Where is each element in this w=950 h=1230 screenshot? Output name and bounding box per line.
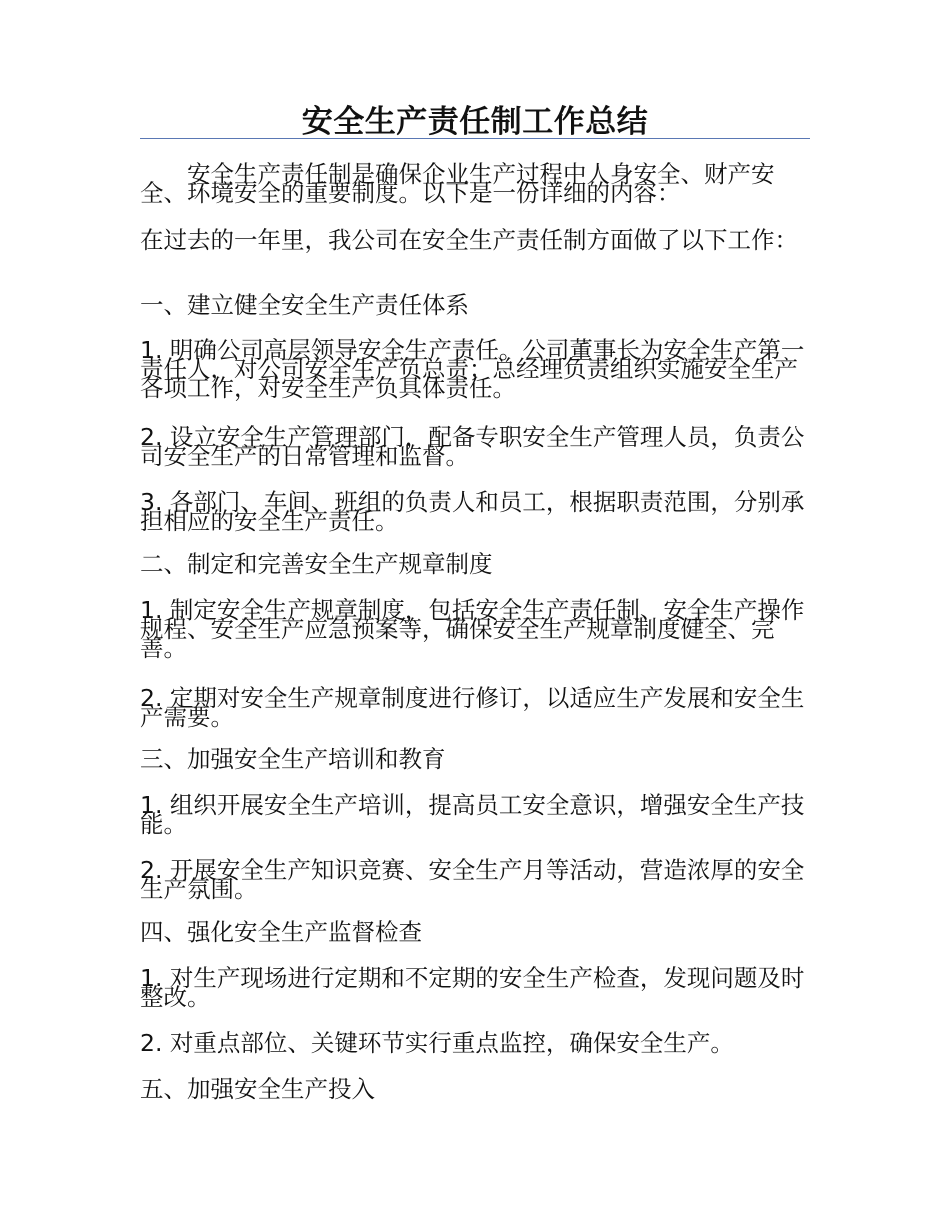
section-1-item-1: 1. 明确公司高层领导安全生产责任。公司董事长为安全生产第一责任人，对公司安全生产负总责；总经理负责组织实施安全生产各项工作，对安全生产负具体责任。 xyxy=(140,336,805,402)
section-heading-1: 一、建立健全安全生产责任体系 xyxy=(140,291,469,319)
section-4-item-1: 1. 对生产现场进行定期和不定期的安全生产检查，发现问题及时整改。 xyxy=(140,964,805,1011)
section-2-item-1: 1. 制定安全生产规章制度，包括安全生产责任制、安全生产操作规程、安全生产应急预案等，确保安全生产规章制度健全、完善。 xyxy=(140,596,805,662)
section-heading-2: 二、制定和完善安全生产规章制度 xyxy=(140,550,493,578)
section-1-item-3: 3. 各部门、车间、班组的负责人和员工，根据职责范围，分别承担相应的安全生产责任。 xyxy=(140,488,805,535)
summary-paragraph: 在过去的一年里，我公司在安全生产责任制方面做了以下工作： xyxy=(140,226,798,254)
section-heading-4: 四、强化安全生产监督检查 xyxy=(140,918,422,946)
section-4-item-2: 2. 对重点部位、关键环节实行重点监控，确保安全生产。 xyxy=(140,1029,734,1057)
section-1-item-2: 2. 设立安全生产管理部门，配备专职安全生产管理人员，负责公司安全生产的日常管理和监督。 xyxy=(140,423,805,470)
document-title: 安全生产责任制工作总结 xyxy=(301,104,649,140)
title-underline xyxy=(140,138,810,139)
section-heading-3: 三、加强安全生产培训和教育 xyxy=(140,745,446,773)
section-2-item-2: 2. 定期对安全生产规章制度进行修订，以适应生产发展和安全生产需要。 xyxy=(140,684,805,731)
section-3-item-1: 1. 组织开展安全生产培训，提高员工安全意识，增强安全生产技能。 xyxy=(140,791,805,838)
intro-paragraph: 安全生产责任制是确保企业生产过程中人身安全、财产安全、环境安全的重要制度。以下是一份详细的内容： xyxy=(140,160,775,207)
section-heading-5: 五、加强安全生产投入 xyxy=(140,1075,375,1103)
section-3-item-2: 2. 开展安全生产知识竞赛、安全生产月等活动，营造浓厚的安全生产氛围。 xyxy=(140,856,805,903)
